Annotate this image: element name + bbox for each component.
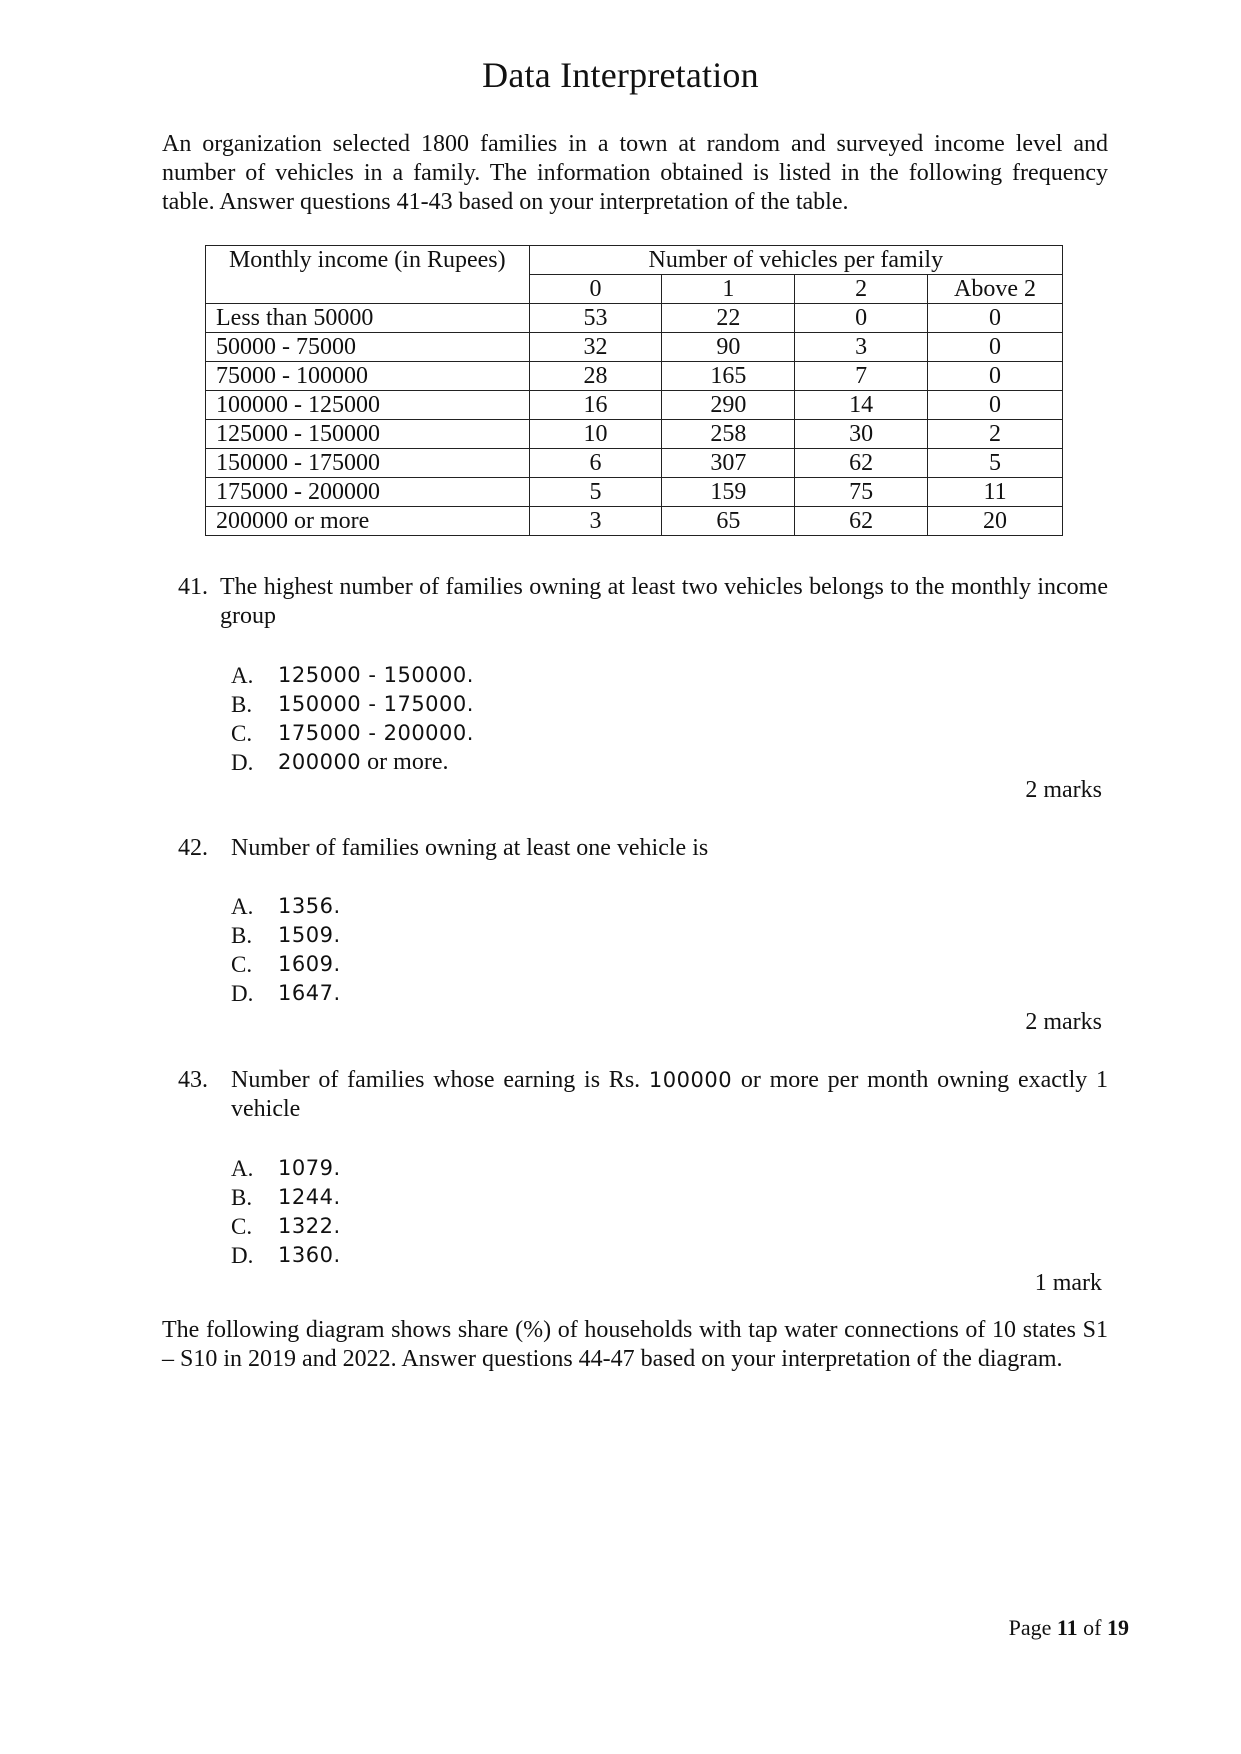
count-cell: 165: [662, 362, 795, 391]
income-cell: 175000 - 200000: [206, 478, 530, 507]
count-cell: 75: [795, 478, 928, 507]
count-cell: 5: [529, 478, 662, 507]
count-cell: 3: [795, 333, 928, 362]
count-cell: 20: [928, 507, 1063, 536]
count-cell: 290: [662, 391, 795, 420]
income-cell: 150000 - 175000: [206, 449, 530, 478]
option-value: 125000 - 150000.: [278, 663, 474, 687]
income-cell: 200000 or more: [206, 507, 530, 536]
option-a[interactable]: [231, 661, 631, 690]
option-value-number: 200000: [278, 750, 362, 774]
option-b[interactable]: [231, 690, 631, 719]
marks-41: 2 marks: [1025, 777, 1102, 803]
table-row: [206, 391, 1063, 420]
option-value: 1322.: [278, 1214, 341, 1238]
count-cell: 30: [795, 420, 928, 449]
option-a[interactable]: [231, 1154, 531, 1183]
count-cell: 32: [529, 333, 662, 362]
option-c[interactable]: [231, 1212, 531, 1241]
option-value: 1647.: [278, 981, 341, 1005]
option-d[interactable]: [231, 1241, 531, 1270]
income-column-header: Monthly income (in Rupees): [206, 246, 530, 304]
of-word: of: [1083, 1615, 1102, 1640]
count-cell: 10: [529, 420, 662, 449]
count-cell: 65: [662, 507, 795, 536]
option-d[interactable]: [231, 979, 531, 1008]
option-letter: A.: [231, 894, 254, 919]
count-cell: 5: [928, 449, 1063, 478]
question-text: The highest number of families owning at least two vehicles belongs to the monthly income group: [220, 574, 1108, 629]
count-cell: 6: [529, 449, 662, 478]
count-cell: 159: [662, 478, 795, 507]
income-cell: 125000 - 150000: [206, 420, 530, 449]
count-cell: 62: [795, 449, 928, 478]
count-cell: 7: [795, 362, 928, 391]
table-row: [206, 304, 1063, 333]
table-row: [206, 333, 1063, 362]
count-cell: 22: [662, 304, 795, 333]
diagram-intro-paragraph: The following diagram shows share (%) of households with tap water connections of 10 states S1 – S10 in 2019 and 2022. Answer questions 44-47 based on your interpretation of the diagram.: [162, 1317, 1108, 1372]
option-letter: D.: [231, 981, 254, 1006]
option-letter: A.: [231, 1156, 254, 1181]
option-letter: D.: [231, 750, 254, 775]
option-value: 1244.: [278, 1185, 341, 1209]
options-list: [231, 661, 631, 777]
count-cell: 258: [662, 420, 795, 449]
page-total: 19: [1107, 1615, 1129, 1640]
count-cell: 16: [529, 391, 662, 420]
income-cell: Less than 50000: [206, 304, 530, 333]
option-value: 1609.: [278, 952, 341, 976]
table-row: [206, 420, 1063, 449]
subheader-above-2: Above 2: [928, 275, 1063, 304]
option-letter: C.: [231, 952, 253, 977]
count-cell: 307: [662, 449, 795, 478]
count-cell: 0: [928, 333, 1063, 362]
income-cell: 50000 - 75000: [206, 333, 530, 362]
subheader-0: 0: [529, 275, 662, 304]
option-value: 1079.: [278, 1156, 341, 1180]
count-cell: 53: [529, 304, 662, 333]
count-cell: 14: [795, 391, 928, 420]
option-letter: C.: [231, 721, 253, 746]
page-word: Page: [1008, 1615, 1052, 1640]
count-cell: 62: [795, 507, 928, 536]
count-cell: 0: [795, 304, 928, 333]
table-row: [206, 507, 1063, 536]
count-cell: 28: [529, 362, 662, 391]
option-value: 1509.: [278, 923, 341, 947]
option-d[interactable]: [231, 748, 631, 777]
income-cell: 75000 - 100000: [206, 362, 530, 391]
intro-paragraph: An organization selected 1800 families in a town at random and surveyed income level and number of vehicles in a family. The information obtained is listed in the following frequency table. Answer questions 41-43 based on your interpretation of the table.: [162, 131, 1108, 215]
option-letter: A.: [231, 663, 254, 688]
option-letter: B.: [231, 692, 253, 717]
count-cell: 2: [928, 420, 1063, 449]
table-row: [206, 449, 1063, 478]
page-title: Data Interpretation: [482, 55, 759, 95]
options-list: [231, 1154, 531, 1270]
count-cell: 0: [928, 362, 1063, 391]
table-row: [206, 362, 1063, 391]
option-value-suffix: or more.: [361, 749, 449, 775]
option-value: [278, 748, 448, 777]
vehicles-group-header: Number of vehicles per family: [529, 246, 1062, 275]
question-number: 43.: [178, 1067, 208, 1093]
income-cell: 100000 - 125000: [206, 391, 530, 420]
question-text: Number of families whose earning is Rs. 100000 or more per month owning exactly 1 vehicle: [231, 1067, 1109, 1122]
option-a[interactable]: [231, 892, 531, 921]
count-cell: 0: [928, 391, 1063, 420]
page-footer: [1009, 1615, 1129, 1641]
question-text: Number of families owning at least one vehicle is: [231, 835, 709, 861]
option-letter: B.: [231, 923, 253, 948]
question-number: 41.: [178, 574, 208, 600]
option-value: 1360.: [278, 1243, 341, 1267]
question-41: [178, 573, 1108, 803]
table-header-row: [206, 246, 1063, 275]
option-c[interactable]: [231, 950, 531, 979]
option-value: 175000 - 200000.: [278, 721, 474, 745]
marks-43: 1 mark: [1034, 1270, 1102, 1296]
option-value: 1356.: [278, 894, 341, 918]
marks-42: 2 marks: [1025, 1009, 1102, 1035]
count-cell: 0: [928, 304, 1063, 333]
question-43: [178, 1066, 1108, 1286]
option-letter: C.: [231, 1214, 253, 1239]
page-number: 11: [1056, 1615, 1078, 1640]
table-row: [206, 478, 1063, 507]
count-cell: 3: [529, 507, 662, 536]
option-c[interactable]: [231, 719, 631, 748]
option-b[interactable]: [231, 921, 531, 950]
frequency-table: [205, 245, 1063, 536]
option-letter: D.: [231, 1243, 254, 1268]
count-cell: 11: [928, 478, 1063, 507]
option-letter: B.: [231, 1185, 253, 1210]
subheader-2: 2: [795, 275, 928, 304]
option-b[interactable]: [231, 1183, 531, 1212]
question-42: [178, 834, 1108, 1014]
option-value: 150000 - 175000.: [278, 692, 474, 716]
question-number: 42.: [178, 835, 208, 861]
options-list: [231, 892, 531, 1008]
subheader-1: 1: [662, 275, 795, 304]
count-cell: 90: [662, 333, 795, 362]
